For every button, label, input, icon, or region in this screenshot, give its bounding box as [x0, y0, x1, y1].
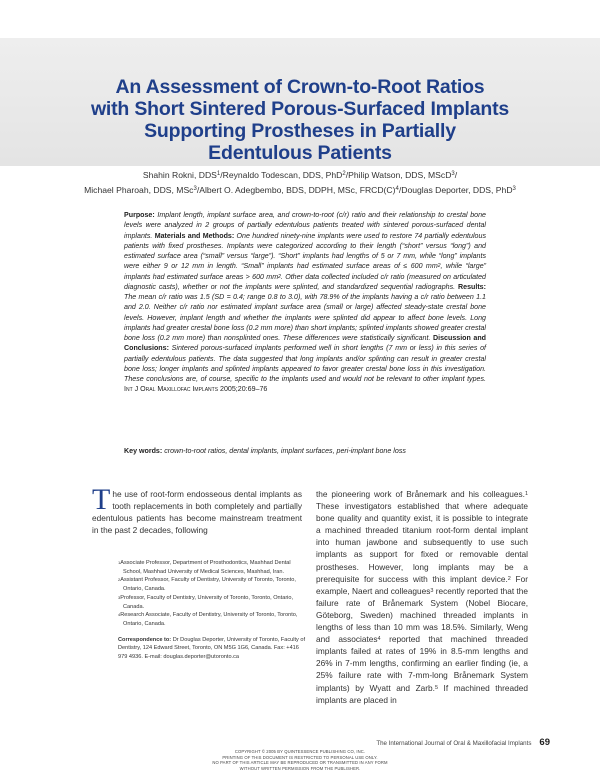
results-label: Results:: [458, 282, 486, 291]
citation-ref: 2005;20:69–76: [218, 385, 268, 394]
author-line-1: Shahin Rokni, DDS$^1$/Reynaldo Todescan, DDS, PhD$^2$/Philip Watson, DDS, MScD$^3$/: [142, 170, 458, 180]
journal-name: The International Journal of Oral & Maxillofacial Implants: [376, 740, 532, 747]
methods-label: Materials and Methods:: [154, 231, 235, 240]
drop-cap: T: [92, 483, 111, 516]
correspondence: Correspondence to: Dr Douglas Deporter, University of Toronto, Faculty of Dentistry, 124 Edward Street, Toronto, ON M5G 1G6, Canada. Fax: +416 979 4936. E-mail: douglas.deporter@utoronto.ca: [118, 636, 306, 661]
copyright-line: PRINTING OF THIS DOCUMENT IS RESTRICTED TO PERSONAL USE ONLY.: [222, 754, 378, 760]
author-line-2: Michael Pharoah, DDS, MSc$^3$/Albert O. Adegbembo, BDS, DDPH, MSc, $FRCD(C)^4$/Douglas Deporter, DDS, PhD$^3$: [84, 185, 516, 195]
title-line: Edentulous Patients: [208, 142, 392, 164]
copyright-line: WITHOUT WRITTEN PERMISSION FROM THE PUBLISHER.: [239, 765, 361, 771]
body-paragraph: the pioneering work of Brånemark and his colleagues.$^1$ These investigators established that where adequate bone quality and quantity exist, it is possible to integrate a machined threaded titanium root-form dental implant into human jawbone and subsequently to use such implants as support for fixed or removable dental prostheses. However, long implants may be a prerequisite for success with this implant device.$^2$ For example, Naert and colleagues$^3$ recently reported that the failure rate of Brånemark System (Nobel Biocare, Göteborg, Sweden) machined threaded implants in lengths of less than 10 mm was 18.5%. Similarly, Weng and associates$^4$ reported that machined threaded implants failed at rates of 19% in 8.5-mm lengths and 26% in 7-mm lengths, confirming an earlier finding (ie, a 25% failure rate with 7-mm-long Brånemark System implants) by Wyatt and Zarb.$^5$ If machined threaded implants are placed in: [316, 489, 529, 705]
body-column-left: [92, 483, 302, 536]
footnote: $^1$Associate Professor, Department of Prosthodontics, Mashhad Dental School, Mashhad University of Medical Sciences, Mashhad, Iran.: [118, 560, 291, 575]
abstract: Purpose: Implant length, implant surface area, and crown-to-root (c/r) ratio and their relationship to crestal bone levels were analyzed in 2 groups of partially edentulous patients treated with sintered porous-surfaced dental implants. Materials and Methods: One hundred ninety-nine implants were used to restore 74 partially edentulous patients with fixed prostheses. Implants were categorized according to their length (“short” versus “long”) and estimated surface area (“small” versus “large”). “Short” implants had lengths of 5 or 7 mm, while “long” implants were either 9 or 12 mm in length. “Small” implants had estimated surface areas of ≤ 600 $mm^2$, while “large” implants had estimated surface areas > 600 $mm^2$. Other data collected included c/r ratio (measured on articulated diagnostic casts), whether or not the implants were splinted, and standardized sequential radiographs. Results: The mean c/r ratio was 1.5 (SD = 0.4; range 0.8 to 3.0), with 78.9% of the implants having a c/r ratio between 1.1 and 2.0. Neither c/r ratio nor estimated implant surface area (small or large) affected steady-state crestal bone levels. However, implant length and whether the implants were splinted did appear to affect bone levels. Long implants had greater crestal bone loss (0.2 mm more) than short implants; splinted implants showed greater crestal bone loss (0.2 mm more) than nonsplinted ones. These differences were statistically significant. Discussion and Conclusions: Sintered porous-surfaced implants performed well in short lengths (7 mm or less) in this series of partially edentulous patients. The data suggested that long implants and/or splinting can result in greater crestal bone loss; longer implants and splinted implants appeared to favor greater crestal bone loss in this investigation. These conclusions are, of course, specific to the implants used and would not be relevant to other implant types. Int J Oral Maxillofac Implants 2005;20:69–76: [124, 211, 486, 394]
footnotes: [118, 559, 308, 662]
purpose-label: Purpose:: [124, 211, 155, 219]
body-column-right: [316, 488, 528, 706]
copyright-notice: [120, 749, 480, 771]
conclusions-label: Discussion and Conclusions:: [124, 334, 486, 353]
footnote: $^4$Research Associate, Faculty of Dentistry, University of Toronto, Toronto, Ontario, Canada.: [118, 612, 298, 627]
keywords: [124, 446, 486, 456]
page-number: 69: [539, 737, 550, 748]
copyright-line: NO PART OF THIS ARTICLE MAY BE REPRODUCED OR TRANSMITTED IN ANY FORM: [212, 760, 388, 766]
running-footer: [260, 737, 550, 748]
title-line: Supporting Prostheses in Partially: [144, 120, 456, 142]
keywords-label: Key words:: [124, 447, 163, 455]
footnote: $^2$Assistant Professor, Faculty of Dentistry, University of Toronto, Toronto, Ontario, Canada.: [118, 577, 296, 593]
keywords-text: crown-to-root ratios, dental implants, implant surfaces, peri-implant bone loss: [162, 447, 406, 455]
copyright-line: COPYRIGHT © 2005 BY QUINTESSENCE PUBLISHING CO, INC.: [234, 749, 366, 754]
article-title: [40, 76, 560, 164]
title-line: with Short Sintered Porous-Surfaced Implants: [90, 98, 510, 120]
footnote: $^3$Professor, Faculty of Dentistry, University of Toronto, Toronto, Ontario, Canada.: [118, 594, 294, 610]
author-list: [20, 168, 580, 198]
title-line: An Assessment of Crown-to-Root Ratios: [115, 76, 485, 98]
citation-journal: Int J Oral Maxillofac Implants: [124, 385, 219, 394]
intro-paragraph: The use of root-form endosseous dental implants as tooth replacements in both completely and partially edentulous patients has become mainstream treatment in the past 2 decades, following: [92, 483, 302, 536]
